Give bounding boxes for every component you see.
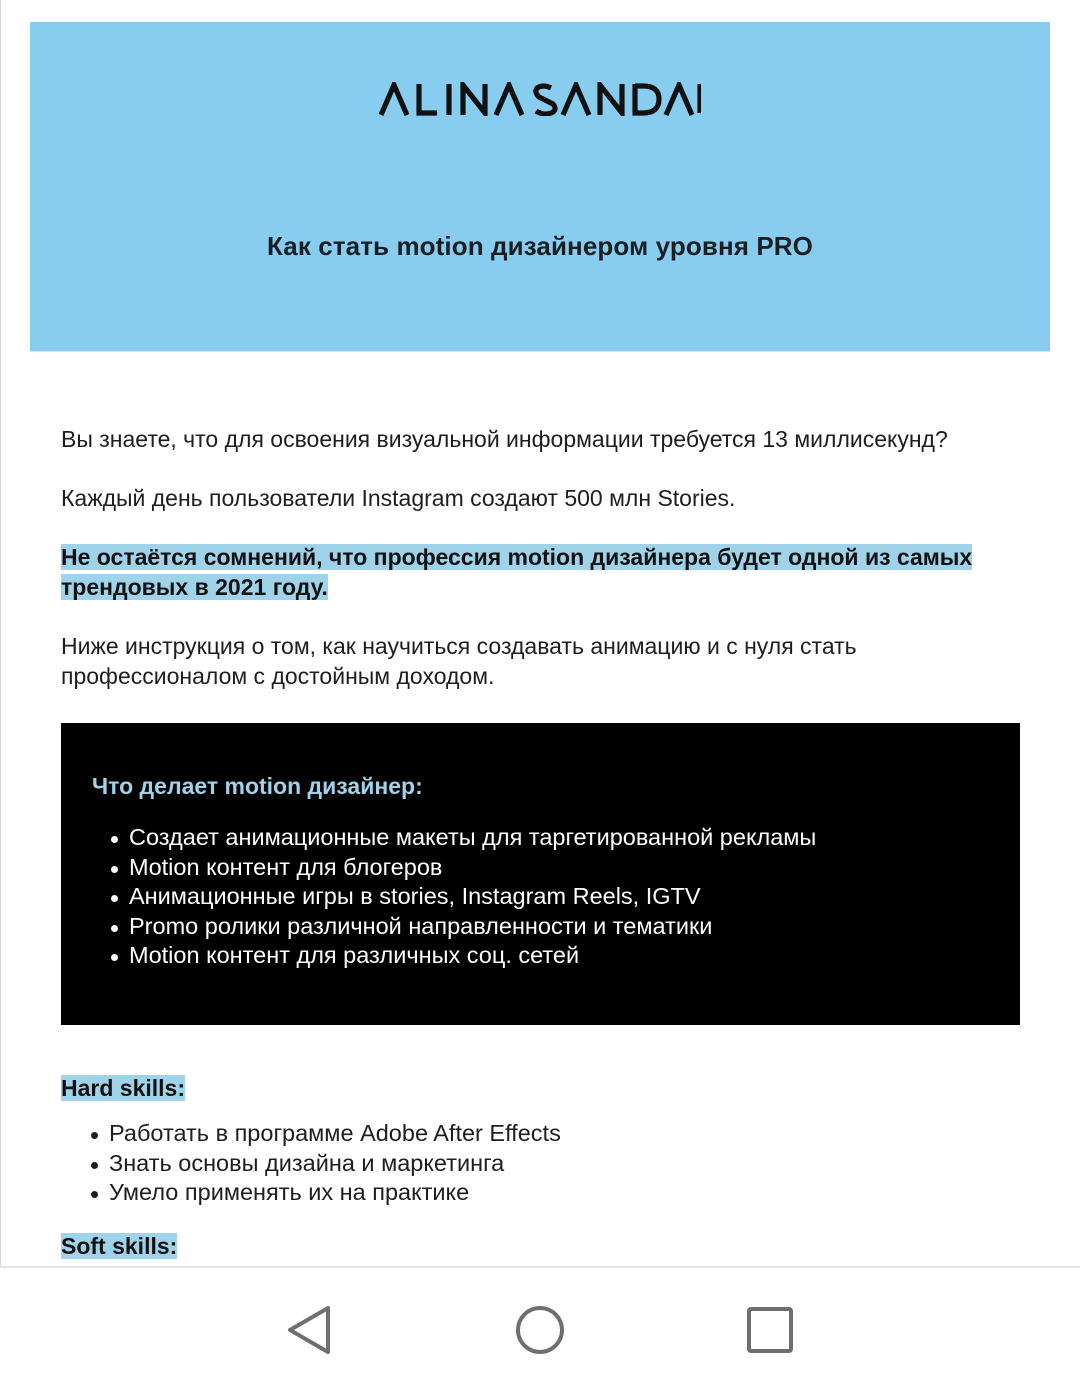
email-body	[61, 424, 1021, 1261]
motion-duties-list	[61, 823, 990, 971]
email-title: Как стать motion дизайнером уровня PRO	[266, 231, 813, 261]
motion-box-title: Что делает motion дизайнер:	[92, 773, 423, 799]
list-item: Promo ролики различной направленности и тематики	[129, 912, 990, 942]
logo-container	[30, 82, 1050, 121]
back-button[interactable]	[280, 1302, 340, 1362]
brand-logo	[379, 82, 701, 116]
home-button[interactable]	[510, 1302, 570, 1362]
paragraph-instruction: Ниже инструкция о том, как научиться создавать анимацию и с нуля стать профессионалом с достойным доходом.	[61, 633, 857, 689]
recent-apps-square-icon	[740, 1302, 800, 1362]
header-banner	[30, 22, 1050, 351]
back-triangle-icon	[280, 1302, 340, 1362]
left-edge-divider	[0, 0, 1, 1266]
list-item: Motion контент для различных соц. сетей	[129, 941, 990, 971]
hard-skills-list	[61, 1119, 1021, 1208]
soft-skills-title: Soft skills:	[61, 1232, 178, 1259]
list-item: Знать основы дизайна и маркетинга	[109, 1149, 1021, 1179]
soft-skills-heading	[61, 1231, 1021, 1261]
list-item: Умело применять их на практике	[109, 1178, 1021, 1208]
list-item: Motion контент для блогеров	[129, 853, 990, 883]
list-item: Создает анимационные макеты для таргетированной рекламы	[129, 823, 990, 853]
system-navigation-bar	[0, 1266, 1080, 1389]
motion-designer-box	[61, 723, 1020, 1025]
highlight-line-2: трендовых в 2021 году.	[61, 574, 328, 600]
paragraph-milliseconds: Вы знаете, что для освоения визуальной информации требуется 13 миллисекунд?	[61, 426, 948, 452]
hard-skills-title: Hard skills:	[61, 1075, 185, 1101]
highlight-line-1: Не остаётся сомнений, что профессия motion дизайнера будет одной из самых	[61, 544, 973, 570]
paragraph-stories: Каждый день пользователи Instagram создают 500 млн Stories.	[61, 485, 736, 511]
highlight-paragraph	[61, 542, 1021, 602]
home-circle-icon	[510, 1302, 570, 1362]
list-item: Работать в программе Adobe After Effects	[109, 1119, 1021, 1149]
recent-apps-button[interactable]	[740, 1302, 800, 1362]
hard-skills-heading	[61, 1073, 1021, 1103]
list-item: Анимационные игры в stories, Instagram Reels, IGTV	[129, 882, 990, 912]
